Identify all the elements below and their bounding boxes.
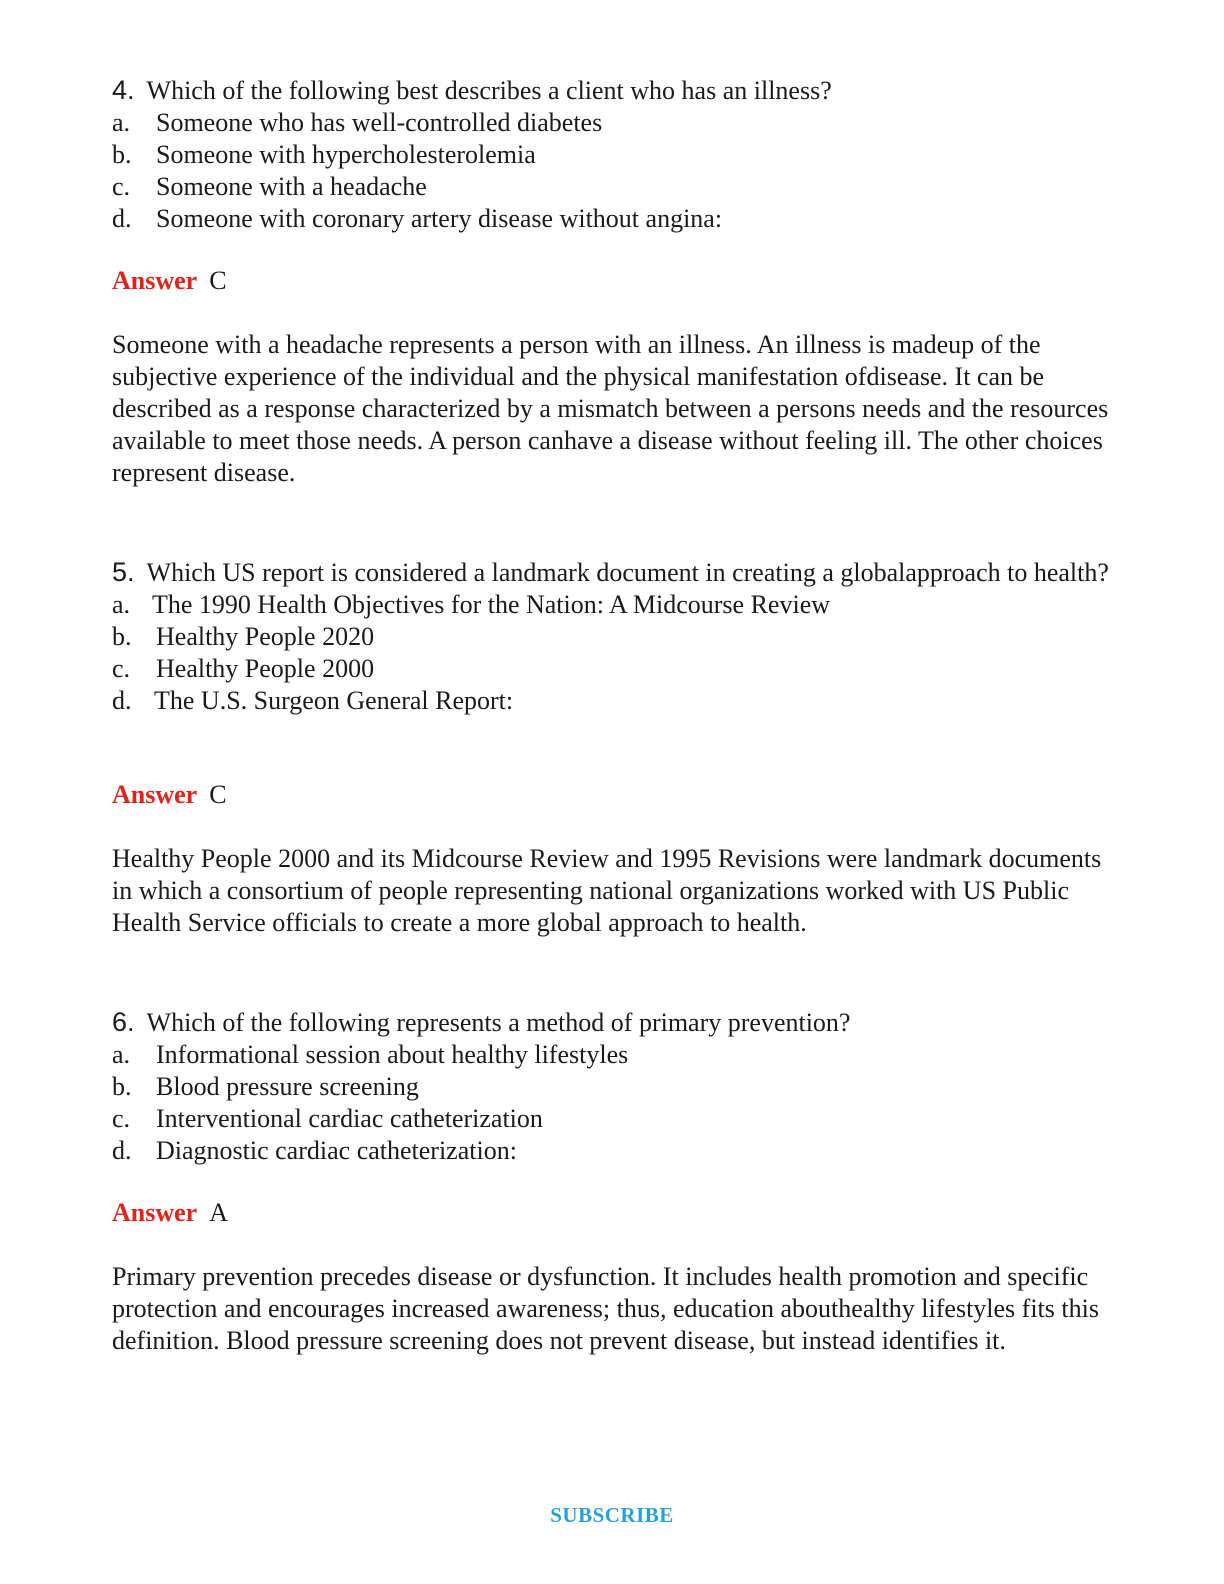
- option-text: Healthy People 2000: [156, 654, 375, 683]
- option-a: [112, 107, 1112, 139]
- option-letter: a.: [112, 108, 131, 137]
- option-letter: d.: [112, 204, 132, 233]
- option-text: Someone who has well-controlled diabetes: [156, 108, 603, 137]
- explanation-6: Primary prevention precedes disease or dysfunction. It includes health promotion and specific protection and encourages increased awareness; thus, education abouthealthy lifestyles fits this definition. Blood pressure screening does not prevent disease, but instead identifies it.: [112, 1262, 1099, 1355]
- option-d: [112, 203, 1112, 235]
- option-text: Healthy People 2020: [156, 622, 375, 651]
- answer-value: A: [209, 1198, 228, 1227]
- option-text: The 1990 Health Objectives for the Nation: A Midcourse Review: [152, 590, 831, 619]
- option-letter: c.: [112, 1104, 131, 1133]
- option-b: [112, 139, 1112, 171]
- option-letter: a.: [112, 590, 131, 619]
- answer-label: Answer: [112, 1198, 198, 1227]
- question-text: Which of the following represents a method of primary prevention?: [146, 1008, 851, 1037]
- option-text: Someone with a headache: [156, 172, 427, 201]
- option-letter: a.: [112, 1040, 131, 1069]
- option-letter: d.: [112, 1136, 132, 1165]
- answer-line-4: [112, 265, 1112, 297]
- option-text: Diagnostic cardiac catheterization:: [156, 1136, 517, 1165]
- question-block-6: [112, 1006, 1112, 1167]
- question-stem: [112, 1006, 1112, 1039]
- option-b: [112, 621, 1112, 653]
- answer-label: Answer: [112, 266, 198, 295]
- option-text: Interventional cardiac catheterization: [156, 1104, 543, 1133]
- answer-line-6: [112, 1197, 1112, 1229]
- answer-value: C: [209, 780, 227, 809]
- option-a: [112, 1039, 1112, 1071]
- question-text: Which of the following best describes a client who has an illness?: [146, 76, 832, 105]
- option-letter: b.: [112, 622, 132, 651]
- option-a: [112, 589, 1112, 621]
- question-text: Which US report is considered a landmark document in creating a globalapproach to health?: [146, 558, 1109, 587]
- question-stem: [112, 74, 1112, 107]
- question-stem: [112, 556, 1112, 589]
- option-c: [112, 653, 1112, 685]
- option-letter: c.: [112, 172, 131, 201]
- explanation-5: Healthy People 2000 and its Midcourse Review and 1995 Revisions were landmark documents in which a consortium of people representing national organizations worked with US Public Health Service officials to create a more global approach to health.: [112, 844, 1102, 937]
- question-number: 6.: [112, 1007, 135, 1037]
- answer-label: Answer: [112, 780, 198, 809]
- answer-line-5: [112, 779, 1112, 811]
- question-number: 5.: [112, 557, 135, 587]
- question-block-5: [112, 556, 1112, 717]
- question-block-4: [112, 74, 1112, 235]
- subscribe-link[interactable]: SUBSCRIBE: [550, 1503, 674, 1527]
- option-d: [112, 1135, 1112, 1167]
- option-text: The U.S. Surgeon General Report:: [154, 686, 514, 715]
- option-c: [112, 171, 1112, 203]
- answer-value: C: [209, 266, 227, 295]
- option-letter: c.: [112, 654, 131, 683]
- option-text: Informational session about healthy lifestyles: [156, 1040, 629, 1069]
- option-letter: b.: [112, 1072, 132, 1101]
- option-c: [112, 1103, 1112, 1135]
- option-b: [112, 1071, 1112, 1103]
- option-letter: d.: [112, 686, 132, 715]
- question-number: 4.: [112, 75, 135, 105]
- option-text: Someone with coronary artery disease without angina:: [156, 204, 723, 233]
- option-d: [112, 685, 1112, 717]
- option-text: Blood pressure screening: [156, 1072, 419, 1101]
- option-letter: b.: [112, 140, 132, 169]
- explanation-4: Someone with a headache represents a person with an illness. An illness is madeup of the subjective experience of the individual and the physical manifestation ofdisease. It can be described as a response characterized by a mismatch between a persons needs and the resources available to meet those needs. A person canhave a disease without feeling ill. The other choices represent disease.: [112, 330, 1109, 487]
- option-text: Someone with hypercholesterolemia: [156, 140, 536, 169]
